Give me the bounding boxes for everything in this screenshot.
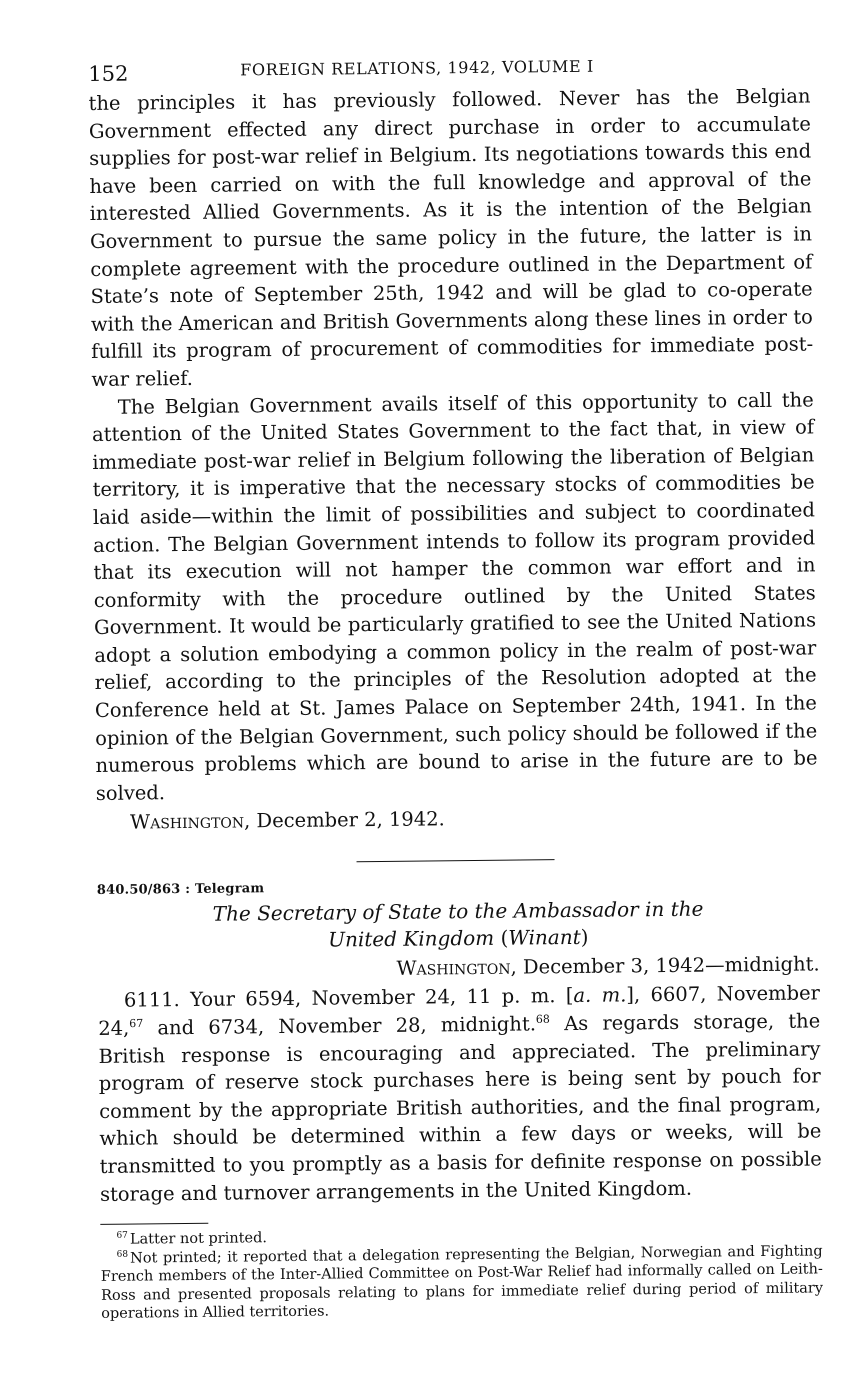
telegram-dateline bbox=[98, 953, 820, 984]
footnote-ref-68: 68 bbox=[535, 1012, 550, 1026]
dateline-date: December 3, 1942—midnight. bbox=[516, 952, 820, 979]
title-paren-close: ) bbox=[580, 925, 589, 950]
signature-date: December 2, 1942. bbox=[250, 807, 445, 833]
footnote-text: Not printed; it reported that a delegation representing the Belgian, Norwegian and Fighting French members of the Inter-Allied Committee on Post-War Relief had informally called on Leith-Ross and presented proposals relating to plans for immediate relief during period of military operations in Allied territories. bbox=[100, 1243, 824, 1323]
footnote-mark: 68 bbox=[116, 1249, 129, 1260]
document-title bbox=[97, 895, 820, 957]
title-name: Winant bbox=[508, 925, 581, 951]
telegram-text-c: and 6734, November 28, midnight. bbox=[143, 1012, 537, 1040]
running-title: FOREIGN RELATIONS, 1942, VOLUME I bbox=[240, 56, 594, 80]
footnote-68 bbox=[101, 1242, 824, 1324]
telegram-text-italic: a. m. bbox=[573, 983, 627, 1008]
signature-place: Washington, bbox=[129, 809, 251, 835]
body-paragraph-2: The Belgian Government avails itself of this opportunity to call the attention of the United States Government to the fact that, in view of immediate post-war relief in Belgium following the liberation of Belgian territory, it is imperative that the necessary stocks of commodities be laid aside—within the limit of possibilities and subject to coordinated action. The Belgian Government intends to follow its program provided that its execution will not hamper the common war effort and in conformity with the procedure outlined by the United States Government. It would be particularly gratified to see the United Nations adopt a solution embodying a common policy in the realm of post-war relief, according to the principles of the Resolution adopted at the Conference held at St. James Palace on September 24th, 1941. In the opinion of the Belgian Government, such policy should be followed if the numerous problems which are bound to arise in the future are to be solved. bbox=[91, 387, 818, 805]
telegram-text-a: 6111. Your 6594, November 24, 11 p. m. [ bbox=[123, 984, 574, 1013]
telegram-text-b: ], 6607, November 24, bbox=[98, 981, 821, 1040]
page-number: 152 bbox=[88, 61, 129, 86]
book-page bbox=[88, 40, 823, 1323]
footnote-text: Latter not printed. bbox=[129, 1230, 268, 1248]
footnote-ref-67: 67 bbox=[129, 1017, 144, 1031]
telegram-text-d: As regards storage, the British response is encouraging and appreciated. The preliminary program of reserve stock purchases here is being sent by pouch for comment by the appropriate British authorities, and the final program, which should be determined within a few days or weeks, will be transmitted to you promptly as a basis for definite response on possible storage and turnover arrangements in the United Kingdom. bbox=[98, 1009, 822, 1206]
title-paren-open: ( bbox=[494, 926, 509, 951]
document-reference: 840.50/863 : Telegram bbox=[96, 881, 265, 899]
document-title-line-1: The Secretary of State to the Ambassador in the bbox=[212, 897, 704, 927]
section-divider bbox=[357, 860, 555, 863]
running-head bbox=[88, 40, 810, 84]
telegram-body bbox=[98, 980, 822, 1208]
dateline-place: Washington, bbox=[396, 955, 517, 981]
title-recipient: United Kingdom bbox=[328, 926, 495, 952]
body-paragraph-1: the principles it has previously followed. Never has the Belgian Government effected any direct purchase in order to accumulate supplies for post-war relief in Belgium. Its negotiations towards this end have been carried on with the full knowledge and approval of the interested Allied Governments. As it is the intention of the Belgian Government to pursue the same policy in the future, the latter is in complete agreement with the procedure outlined in the Department of State’s note of September 25th, 1942 and will be glad to co-operate with the American and British Governments along these lines in order to fulfill its program of procurement of commodities for immediate post-war relief. bbox=[88, 84, 814, 391]
footnote-mark: 67 bbox=[116, 1231, 128, 1242]
signature-dateline bbox=[130, 804, 818, 834]
footnote-divider bbox=[100, 1223, 208, 1225]
